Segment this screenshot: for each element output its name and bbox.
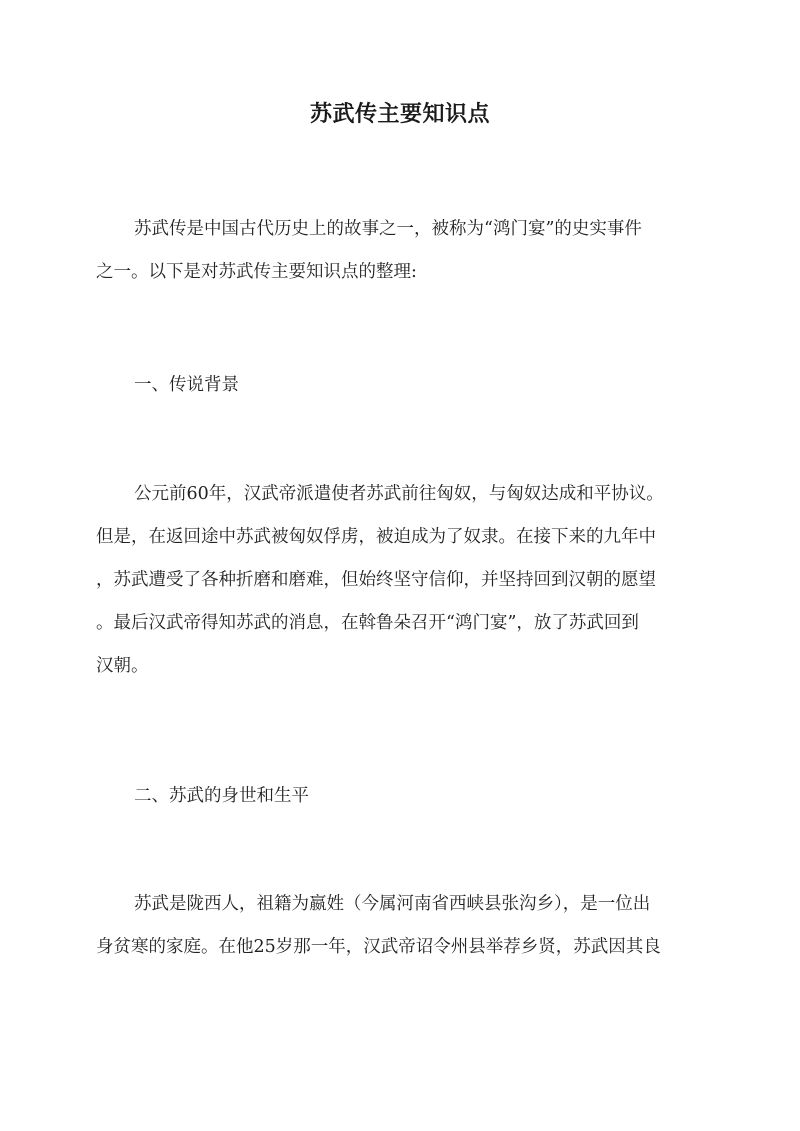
- section-heading-background: 一、传说背景: [134, 375, 239, 395]
- paragraph-line: 汉朝。: [96, 656, 149, 676]
- paragraph-line: 公元前60年，汉武帝派遣使者苏武前往匈奴，与匈奴达成和平协议。: [134, 484, 664, 504]
- paragraph-line: 但是，在返回途中苏武被匈奴俘虏，被迫成为了奴隶。在接下来的九年中: [96, 527, 656, 547]
- paragraph-line: 。最后汉武帝得知苏武的消息，在斡鲁朵召开“鸿门宴”，放了苏武回到: [96, 613, 639, 633]
- biography-paragraph: [96, 883, 704, 969]
- document-title: 苏武传主要知识点: [309, 101, 490, 127]
- paragraph-line: ，苏武遭受了各种折磨和磨难，但始终坚守信仰，并坚持回到汉朝的愿望: [96, 570, 656, 590]
- paragraph-line: 身贫寒的家庭。在他25岁那一年，汉武帝诏令州县举荐乡贤，苏武因其良: [96, 937, 661, 957]
- paragraph-line: 苏武是陇西人，祖籍为嬴姓（今属河南省西峡县张沟乡），是一位出: [134, 894, 651, 914]
- section-heading-biography: 二、苏武的身世和生平: [134, 786, 309, 806]
- paragraph-line: 苏武传是中国古代历史上的故事之一，被称为“鸿门宴”的史实事件: [134, 219, 642, 239]
- intro-paragraph: [96, 208, 704, 294]
- background-paragraph: [96, 473, 704, 688]
- paragraph-line: 之一。以下是对苏武传主要知识点的整理:: [96, 262, 417, 282]
